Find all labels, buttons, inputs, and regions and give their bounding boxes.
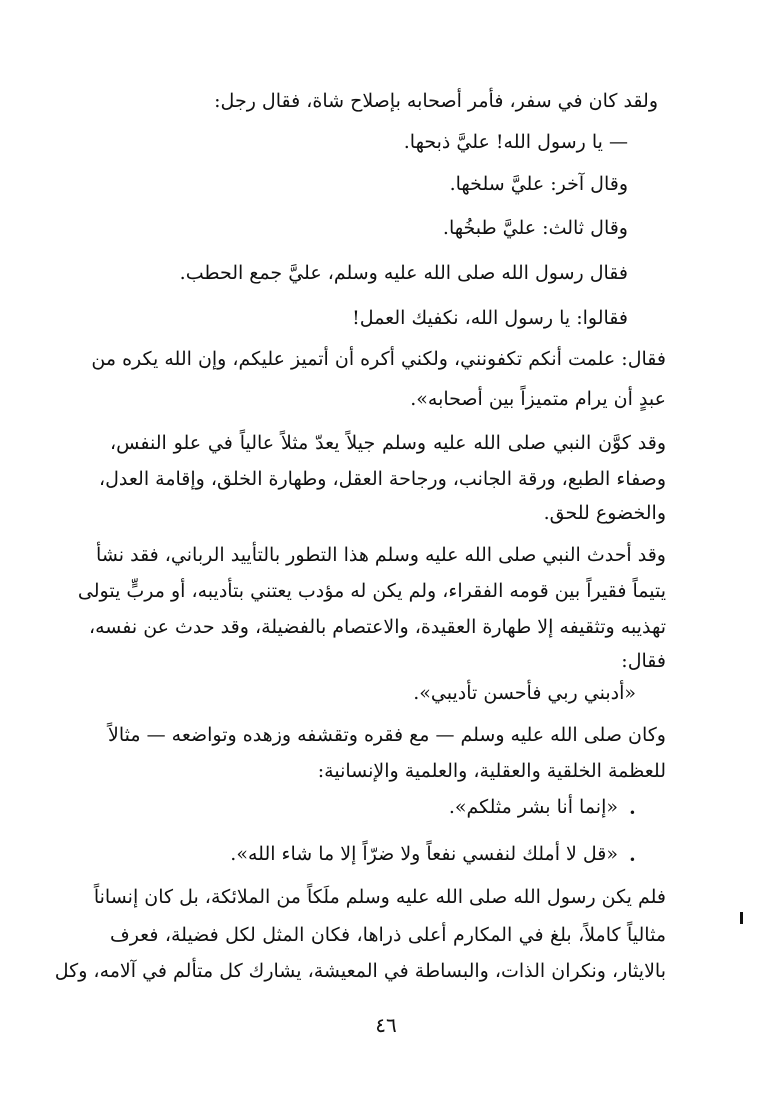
text-line-12: وقد أحدث النبي صلى الله عليه وسلم هذا التطور بالتأييد الرباني، فقد نشأ [96, 544, 666, 566]
text-line-10: وصفاء الطبع، ورقة الجانب، ورجاحة العقل، وطهارة الخلق، وإقامة العدل، [98, 468, 666, 490]
text-line-16: «أدبني ربي فأحسن تأديبي». [413, 682, 636, 704]
text-line-4: وقال ثالث: عليَّ طبخُها. [442, 217, 628, 239]
text-line-23: بالايثار، ونكران الذات، والبساطة في المعيشة، يشارك كل متألم في آلامه، وكل [54, 960, 666, 982]
text-line-21: فلم يكن رسول الله صلى الله عليه وسلم ملَكاً من الملائكة، بل كان إنساناً [93, 886, 666, 908]
text-line-1: ولقد كان في سفر، فأمر أصحابه بإصلاح شاة، فقال رجل: [214, 90, 658, 112]
text-line-13: يتيماً فقيراً بين قومه الفقراء، ولم يكن له مؤدب يعتني بتأديبه، أو مربٍّ يتولى [77, 580, 666, 602]
text-line-8: عبدٍ أن يرام متميزاً بين أصحابه». [410, 388, 666, 410]
page-number: ٤٦ [375, 1013, 397, 1037]
text-line-6: فقالوا: يا رسول الله، نكفيك العمل! [352, 307, 628, 329]
text-line-14: تهذيبه وتثقيفه إلا طهارة العقيدة، والاعتصام بالفضيلة، وقد حدث عن نفسه، [88, 616, 666, 638]
bullet-2: • [628, 853, 636, 867]
bullet-1: • [628, 806, 636, 820]
text-line-22: مثالياً كاملاً، بلغ في المكارم أعلى ذراها، فكان المثل لكل فضيلة، فعرف [110, 924, 666, 946]
text-line-2: — يا رسول الله! عليَّ ذبحها. [403, 131, 628, 153]
text-line-19: «إنما أنا بشر مثلكم». [448, 796, 618, 818]
margin-mark [740, 912, 743, 924]
text-line-5: فقال رسول الله صلى الله عليه وسلم، عليَّ جمع الحطب. [179, 262, 628, 284]
text-line-3: وقال آخر: عليَّ سلخها. [449, 173, 628, 195]
text-line-9: وقد كوَّن النبي صلى الله عليه وسلم جيلاً يعدّ مثلاً عالياً في علو النفس، [110, 432, 666, 454]
text-line-18: للعظمة الخلقية والعقلية، والعلمية والإنسانية: [317, 760, 666, 782]
text-line-17: وكان صلى الله عليه وسلم — مع فقره وتقشفه وزهده وتواضعه — مثالاً [108, 724, 666, 746]
text-line-15: فقال: [621, 650, 666, 672]
text-line-7: فقال: علمت أنكم تكفونني، ولكني أكره أن أتميز عليكم، وإن الله يكره من [91, 348, 666, 370]
text-line-11: والخضوع للحق. [543, 502, 666, 524]
text-line-20: «قل لا أملك لنفسي نفعاً ولا ضرّاً إلا ما شاء الله». [230, 843, 618, 865]
